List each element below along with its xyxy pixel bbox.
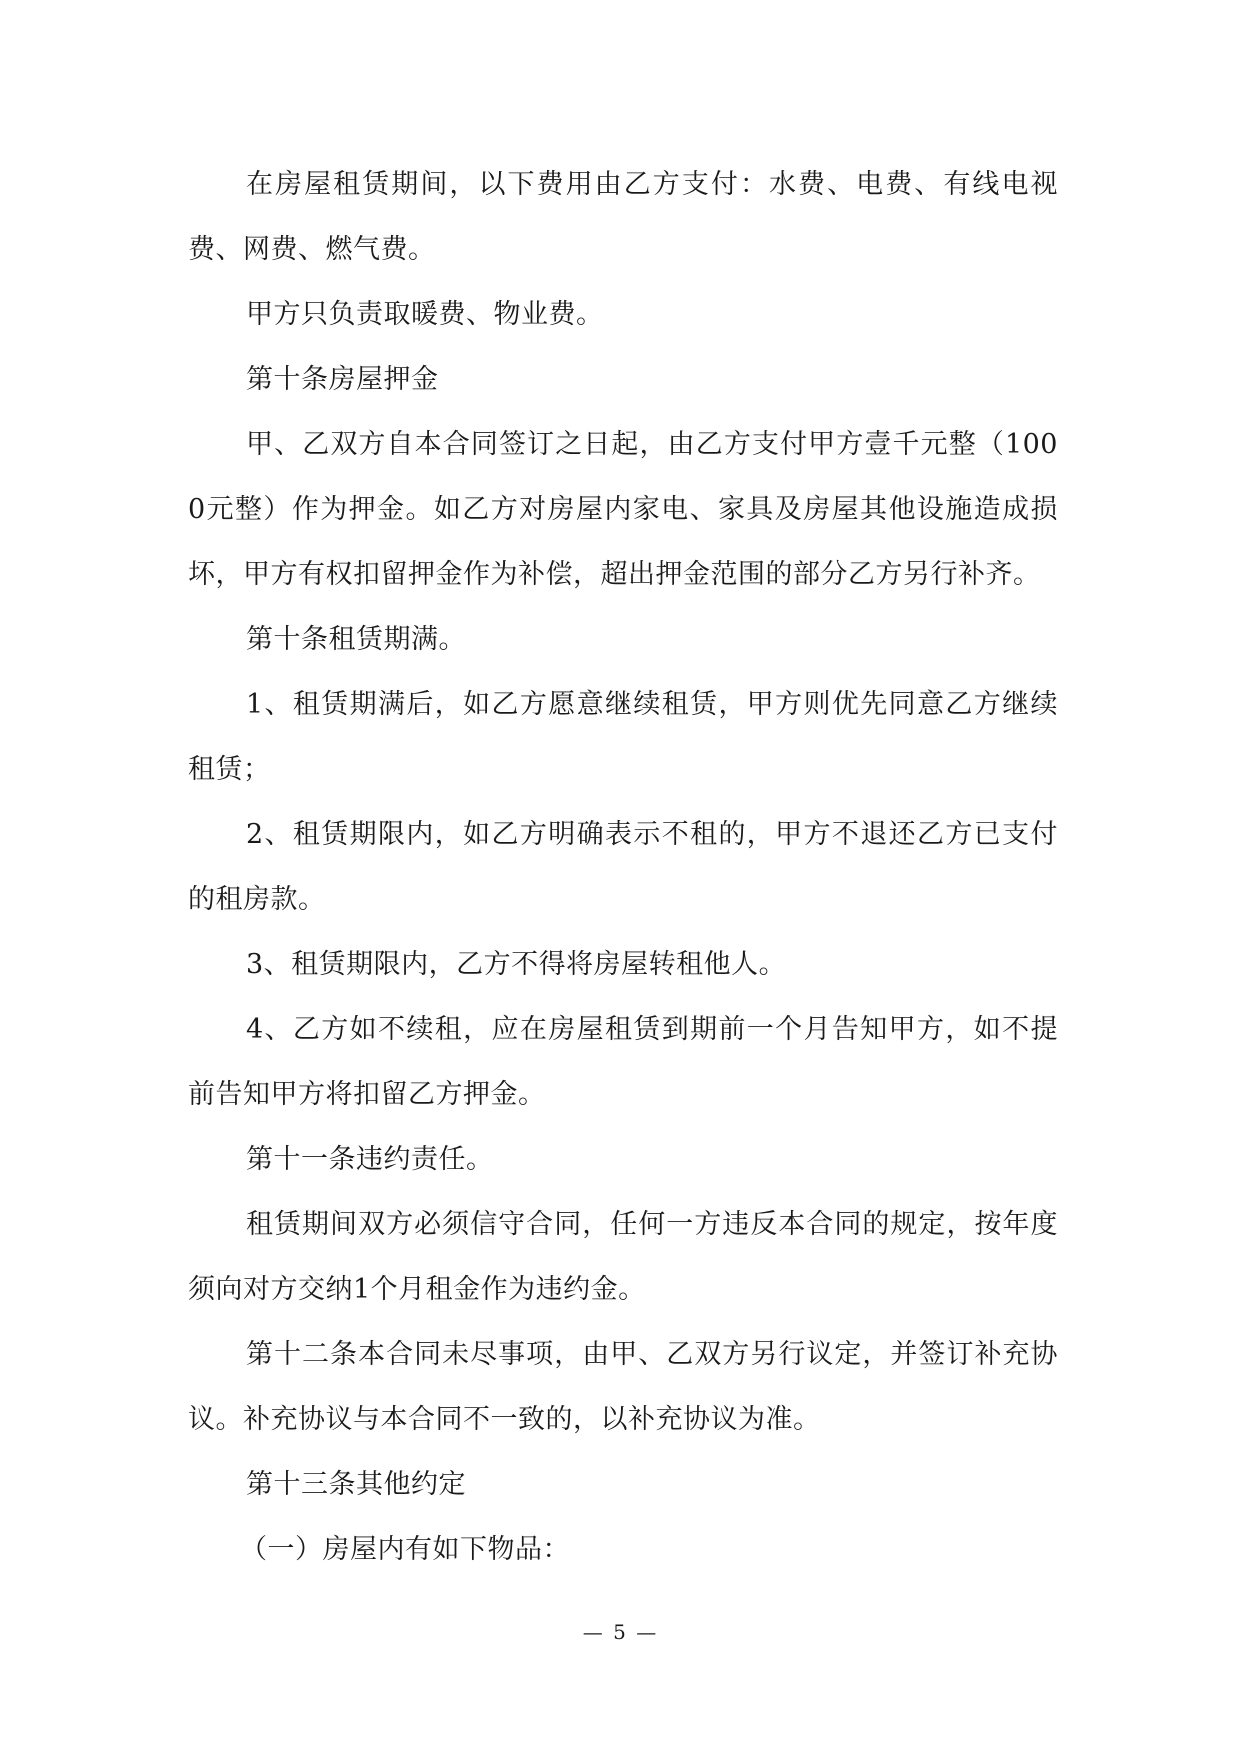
paragraph-breach: 租赁期间双方必须信守合同，任何一方违反本合同的规定，按年度须向对方交纳1个月租金作为违约金。 <box>188 1209 1058 1305</box>
paragraph-items-list: （一）房屋内有如下物品： <box>240 1534 570 1565</box>
paragraph-fees-landlord: 甲方只负责取暖费、物业费。 <box>246 299 604 330</box>
document-body <box>188 152 1058 1582</box>
page-number: — 5 — <box>582 1620 659 1644</box>
heading-article-11: 第十一条违约责任。 <box>246 1144 494 1175</box>
heading-article-13: 第十三条其他约定 <box>246 1469 466 1500</box>
heading-article-10-expiry: 第十条租赁期满。 <box>246 624 466 655</box>
list-item-4: 4、乙方如不续租，应在房屋租赁到期前一个月告知甲方，如不提前告知甲方将扣留乙方押金。 <box>188 1014 1058 1110</box>
list-item-3: 3、租赁期限内，乙方不得将房屋转租他人。 <box>246 949 787 980</box>
paragraph-fees-tenant: 在房屋租赁期间，以下费用由乙方支付：水费、电费、有线电视费、网费、燃气费。 <box>188 169 1058 265</box>
heading-article-10-deposit: 第十条房屋押金 <box>246 364 439 395</box>
list-item-2: 2、租赁期限内，如乙方明确表示不租的，甲方不退还乙方已支付的租房款。 <box>188 819 1058 915</box>
paragraph-deposit: 甲、乙双方自本合同签订之日起，由乙方支付甲方壹千元整（1000元整）作为押金。如乙方对房屋内家电、家具及房屋其他设施造成损坏，甲方有权扣留押金作为补偿，超出押金范围的部分乙方另行补齐。 <box>188 429 1058 590</box>
list-item-1: 1、租赁期满后，如乙方愿意继续租赁，甲方则优先同意乙方继续租赁； <box>188 689 1058 785</box>
paragraph-article-12: 第十二条本合同未尽事项，由甲、乙双方另行议定，并签订补充协议。补充协议与本合同不一致的，以补充协议为准。 <box>188 1339 1058 1435</box>
